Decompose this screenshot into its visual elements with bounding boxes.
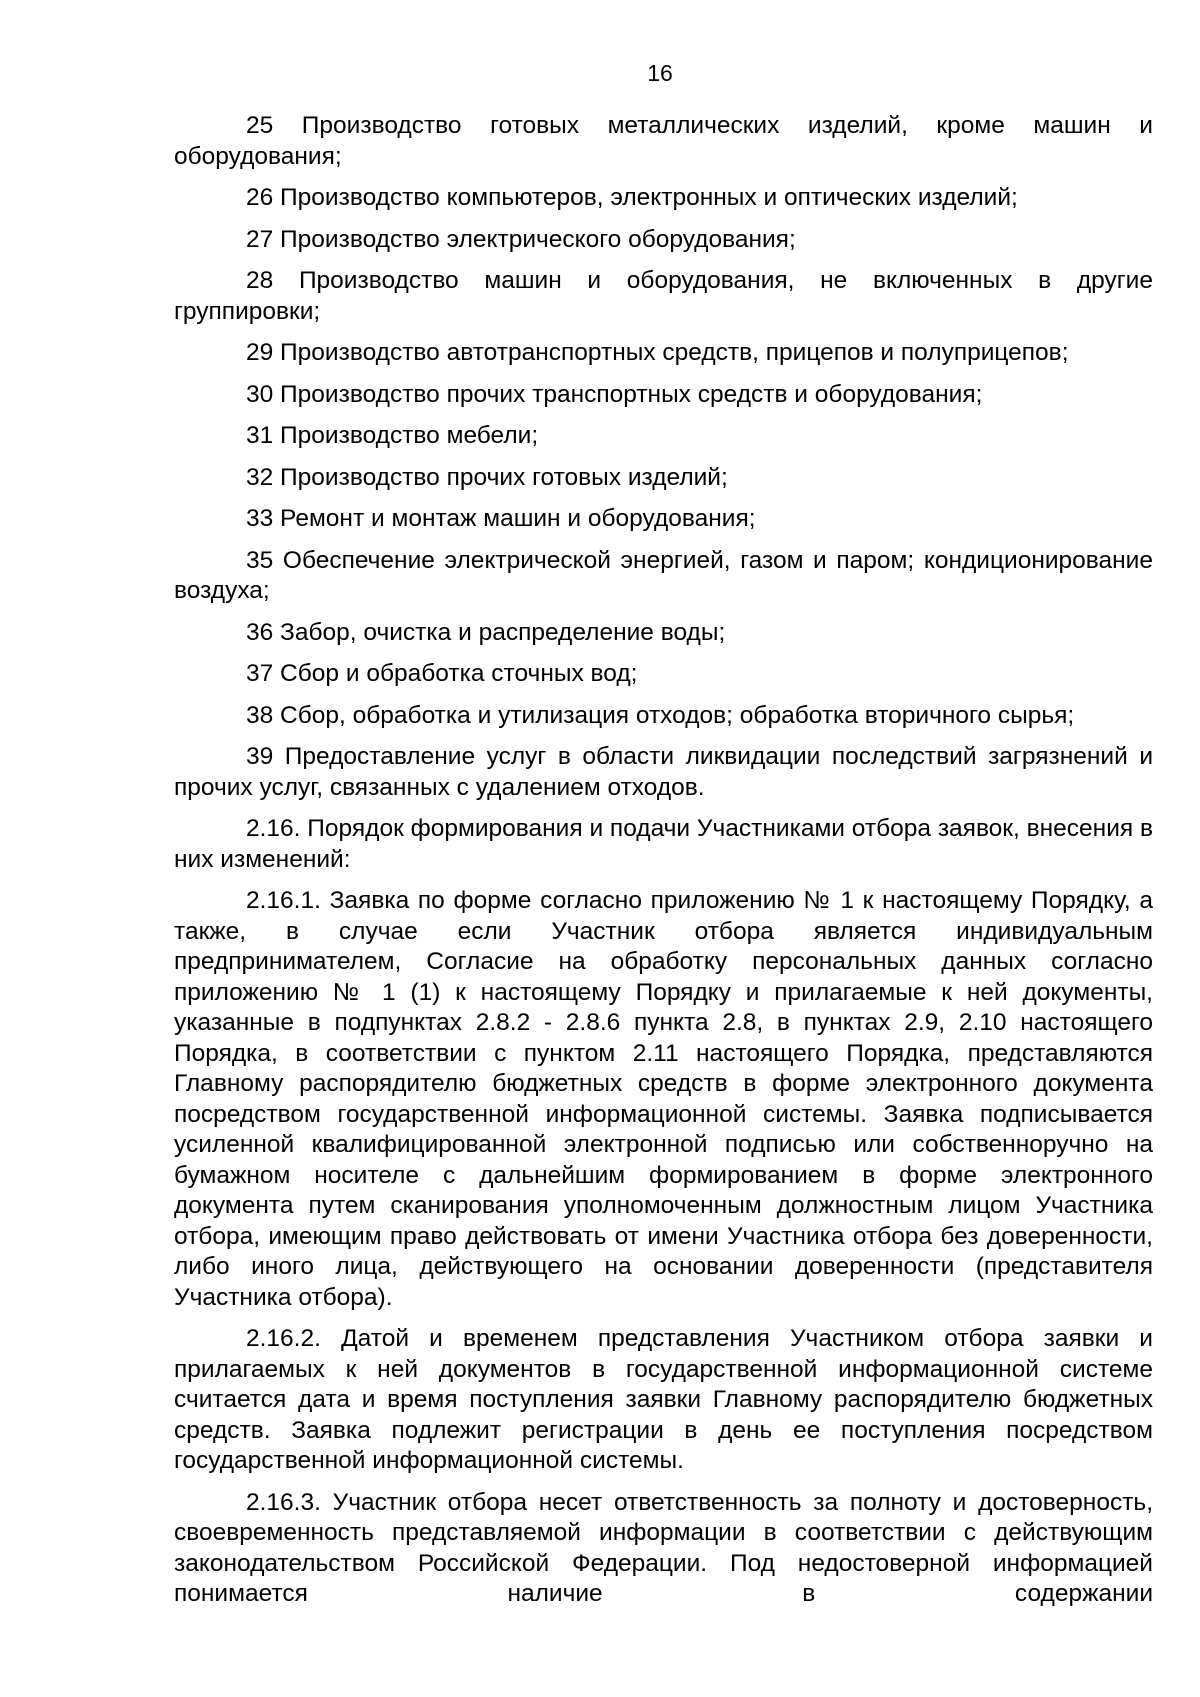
section-2-16-3-paragraph: 2.16.3. Участник отбора несет ответственность за полноту и достоверность, своевременность представляемой информации в соответствии с действующим законодательством Российской Федерации. Под недостоверной информацией понимается наличие в содержании <box>174 1488 1153 1607</box>
list-item: 36 Забор, очистка и распределение воды; <box>246 618 726 646</box>
list-item: 28 Производство машин и оборудования, не включенных в другие группировки; <box>174 267 1153 325</box>
list-item: 29 Производство автотранспортных средств, прицепов и полуприцепов; <box>246 339 1069 366</box>
list-item: 39 Предоставление услуг в области ликвидации последствий загрязнений и прочих услуг, связанных с удалением отходов. <box>174 743 1153 801</box>
list-item: 35 Обеспечение электрической энергией, газом и паром; кондиционирование воздуха; <box>174 546 1153 604</box>
list-item: 32 Производство прочих готовых изделий; <box>246 463 728 491</box>
list-item: 37 Сбор и обработка сточных вод; <box>246 660 638 687</box>
list-item: 25 Производство готовых металлических изделий, кроме машин и оборудования; <box>174 112 1153 170</box>
list-item: 26 Производство компьютеров, электронных и оптических изделий; <box>246 184 1018 211</box>
page-number: 16 <box>647 60 673 86</box>
list-item: 38 Сбор, обработка и утилизация отходов; обработка вторичного сырья; <box>246 701 1075 729</box>
document-body <box>174 111 1153 1621</box>
list-item: 31 Производство мебели; <box>246 422 539 449</box>
section-2-16-paragraph: 2.16. Порядок формирования и подачи Участниками отбора заявок, внесения в них изменений: <box>174 815 1153 873</box>
list-item: 33 Ремонт и монтаж машин и оборудования; <box>246 505 756 532</box>
section-2-16-1-paragraph: 2.16.1. Заявка по форме согласно приложению № 1 к настоящему Порядку, а также, в случае если Участник отбора является индивидуальным предпринимателем, Согласие на обработку персональных данных согласно приложению № 1 (1) к настоящему Порядку и прилагаемые к ней документы, указанные в подпунктах 2.8.2 - 2.8.6 пункта 2.8, в пунктах 2.9, 2.10 настоящего Порядка, в соответствии с пунктом 2.11 настоящего Порядка, представляются Главному распорядителю бюджетных средств в форме электронного документа посредством государственной информационной системы. Заявка подписывается усиленной квалифицированной электронной подписью или собственноручно на бумажном носителе с дальнейшим формированием в форме электронного документа путем сканирования уполномоченным должностным лицом Участника отбора, имеющим право действовать от имени Участника отбора без доверенности, либо иного лица, действующего на основании доверенности (представителя Участника отбора). <box>174 887 1153 1311</box>
list-item: 27 Производство электрического оборудования; <box>246 225 796 253</box>
list-item: 30 Производство прочих транспортных средств и оборудования; <box>246 380 983 408</box>
section-2-16-2-paragraph: 2.16.2. Датой и временем представления Участником отбора заявки и прилагаемых к ней документов в государственной информационной системе считается дата и время поступления заявки Главному распорядителю бюджетных средств. Заявка подлежит регистрации в день ее поступления посредством государственной информационной системы. <box>174 1325 1153 1474</box>
